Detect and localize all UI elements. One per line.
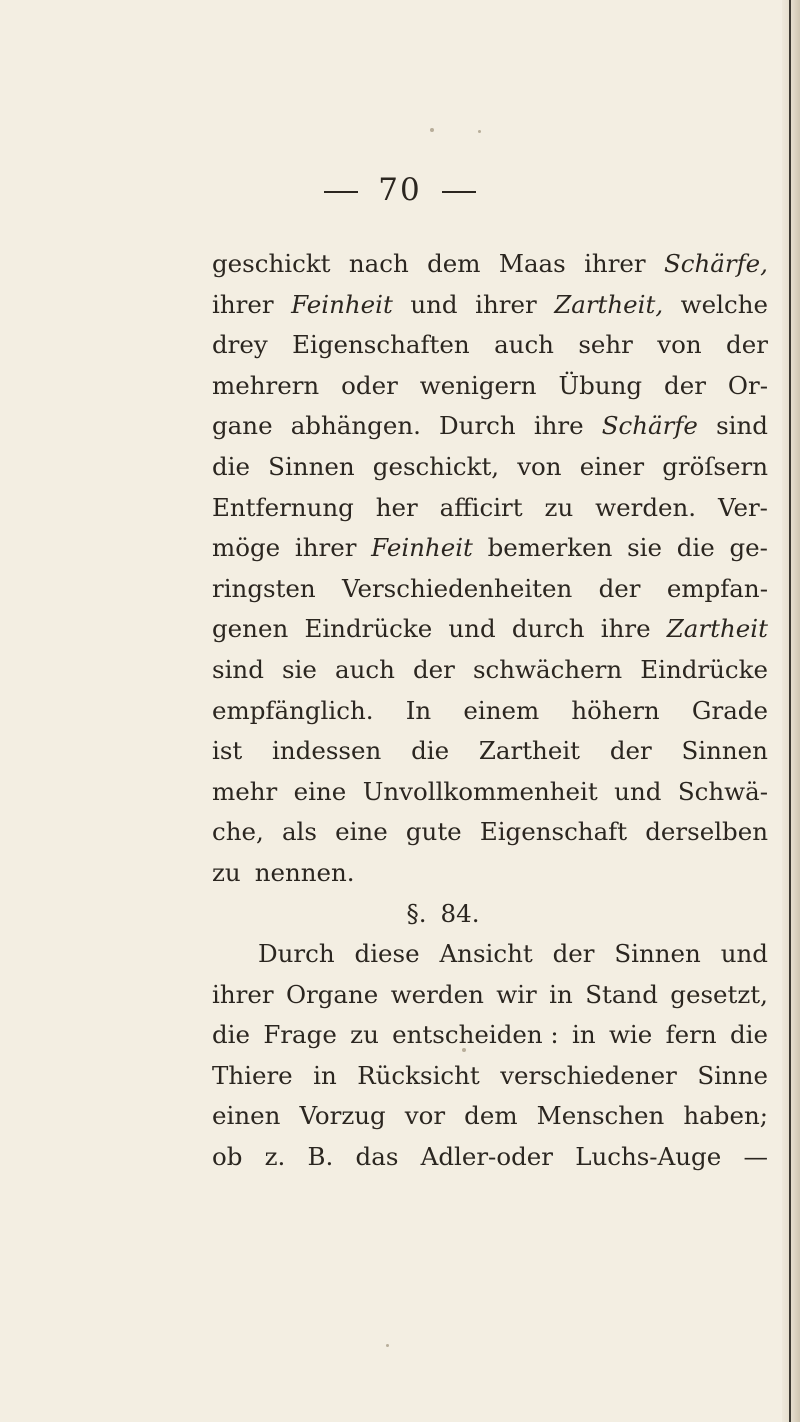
word: sehr — [578, 330, 633, 360]
word: z. — [264, 1142, 286, 1172]
text-line — [212, 244, 768, 285]
word: als — [281, 817, 317, 847]
word: Zartheit — [478, 736, 581, 766]
word: Eigenschaft — [479, 817, 628, 847]
word: empfan- — [666, 573, 768, 603]
word: die — [676, 533, 715, 563]
word: Vorzug — [299, 1101, 386, 1131]
word: durch — [511, 614, 585, 644]
word: schwächern — [472, 654, 623, 684]
word: Schärfe, — [663, 249, 768, 278]
word: Sinnen — [268, 451, 355, 481]
word: der — [664, 370, 706, 400]
word: afficirt — [439, 492, 523, 522]
word: von — [657, 330, 702, 360]
word: ist — [212, 736, 243, 766]
word: Rücksicht — [357, 1060, 480, 1090]
word: Sinnen — [681, 736, 768, 766]
text-line — [212, 406, 768, 447]
word: ringsten — [212, 573, 316, 603]
header-dash-right — [442, 191, 476, 193]
text-line — [212, 1015, 768, 1056]
word: geschickt, — [372, 451, 500, 481]
word: Zartheit, — [554, 289, 664, 319]
word: Luchs-Auge — [575, 1142, 722, 1172]
word: Verschiedenheiten — [342, 573, 573, 603]
header-dash-left — [324, 191, 358, 193]
word: auch — [334, 654, 395, 684]
word: Menschen — [536, 1101, 665, 1131]
word: werden — [390, 979, 484, 1009]
text-line — [212, 1096, 768, 1137]
word: und — [448, 614, 496, 644]
word: Stand — [585, 979, 658, 1009]
word: Eindrücke — [304, 614, 433, 644]
word: die — [212, 1020, 251, 1050]
word: und — [410, 289, 458, 319]
word: Sinnen — [614, 939, 701, 969]
word: wenigern — [419, 370, 537, 400]
paper-speck — [386, 1344, 389, 1347]
word: Adler-oder — [420, 1142, 553, 1172]
word: dem — [427, 249, 481, 278]
word: drey — [212, 330, 268, 360]
word: Durch — [258, 939, 335, 969]
page-edge — [782, 0, 800, 1422]
text-line — [212, 975, 768, 1016]
word: der — [609, 736, 652, 766]
word: Ansicht — [439, 939, 533, 969]
word: sie — [627, 533, 662, 563]
text-line — [212, 691, 768, 732]
word: — — [743, 1142, 768, 1172]
binding-shadow — [789, 0, 791, 1422]
paper-speck — [430, 128, 434, 132]
text-line — [212, 934, 768, 975]
paper-speck — [478, 130, 481, 133]
word: gesetzt, — [670, 979, 768, 1009]
word: der — [552, 939, 595, 969]
text-line — [132, 894, 768, 935]
text-line — [212, 447, 768, 488]
word: von — [517, 451, 562, 481]
word: einen — [212, 1101, 281, 1131]
word: sie — [281, 654, 317, 684]
word: Schärfe — [601, 411, 698, 441]
word: gute — [405, 817, 462, 847]
word: Organe — [285, 979, 379, 1009]
word: ihrer — [475, 289, 537, 319]
text-line — [212, 1137, 768, 1178]
word: Zartheit — [666, 614, 768, 644]
word: Eigenschaften — [292, 330, 470, 360]
word: Übung — [558, 370, 643, 400]
word: genen — [212, 614, 289, 644]
word: werden. — [595, 492, 697, 522]
word: in — [313, 1060, 337, 1090]
word: wie — [608, 1020, 653, 1050]
word: wir — [496, 979, 537, 1009]
word: §. — [406, 898, 427, 928]
word: indessen — [272, 736, 382, 766]
word: abhängen. — [290, 411, 421, 441]
word: ihre — [533, 411, 584, 441]
word: eine — [293, 776, 347, 806]
word: die — [212, 451, 251, 481]
word: einem — [463, 695, 540, 725]
word: Eindrücke — [640, 654, 768, 684]
word: die — [411, 736, 450, 766]
word: Sinne — [697, 1060, 768, 1090]
word: Unvollkommenheit — [362, 776, 598, 806]
word: zu — [212, 857, 241, 887]
text-line — [212, 325, 768, 366]
word: Grade — [691, 695, 768, 725]
word: nennen. — [254, 857, 355, 887]
word: Frage — [263, 1020, 337, 1050]
text-line — [212, 772, 768, 813]
word: zu — [350, 1020, 379, 1050]
word: entscheiden : — [392, 1020, 559, 1050]
word: che, — [212, 817, 264, 847]
page-number: 70 — [378, 172, 422, 208]
word: in — [549, 979, 573, 1009]
word: eine — [335, 817, 388, 847]
word: der — [726, 330, 768, 360]
word: ge- — [729, 533, 768, 563]
word: dem — [464, 1101, 518, 1131]
word: oder — [341, 370, 398, 400]
word: der — [412, 654, 455, 684]
word: fern — [665, 1020, 717, 1050]
text-line — [212, 488, 768, 529]
word: vor — [404, 1101, 446, 1131]
word: Schwä- — [677, 776, 768, 806]
word: und — [720, 939, 768, 969]
word: Feinheit — [291, 289, 393, 319]
text-line — [212, 366, 768, 407]
word: verschiedener — [500, 1060, 677, 1090]
word: Feinheit — [371, 533, 473, 563]
text-line — [212, 285, 768, 326]
word: bemerken — [487, 533, 613, 563]
word: zu — [544, 492, 574, 522]
word: ob — [212, 1142, 243, 1172]
word: Entfernung — [212, 492, 354, 522]
word: welche — [680, 289, 768, 319]
word: Or- — [727, 370, 768, 400]
word: der — [598, 573, 641, 603]
word: mehrern — [212, 370, 320, 400]
word: gane — [212, 411, 273, 441]
body-text — [212, 244, 768, 1178]
text-line — [212, 609, 768, 650]
text-line — [212, 528, 768, 569]
word: 84. — [440, 898, 480, 928]
word: Thiere — [212, 1060, 293, 1090]
word: geschickt — [212, 249, 331, 278]
word: empfänglich. — [212, 695, 374, 725]
word: nach — [348, 249, 409, 278]
text-line — [212, 650, 768, 691]
word: Maas — [498, 249, 566, 278]
word: möge — [212, 533, 281, 563]
word: sind — [716, 411, 768, 441]
word: ihre — [600, 614, 651, 644]
word: derselben — [645, 817, 768, 847]
word: die — [729, 1020, 768, 1050]
word: und — [614, 776, 662, 806]
page-header — [0, 172, 800, 208]
word: in — [572, 1020, 596, 1050]
word: ihrer — [294, 533, 357, 563]
text-line — [212, 812, 768, 853]
word: ihrer — [212, 289, 274, 319]
word: Ver- — [718, 492, 768, 522]
word: mehr — [212, 776, 278, 806]
word: das — [355, 1142, 399, 1172]
text-line — [212, 731, 768, 772]
word: ihrer — [584, 249, 646, 278]
text-line — [212, 569, 768, 610]
word: gröſsern — [662, 451, 768, 481]
word: sind — [212, 654, 264, 684]
word: her — [375, 492, 418, 522]
word: B. — [307, 1142, 334, 1172]
text-line — [212, 1056, 768, 1097]
word: Durch — [439, 411, 516, 441]
word: haben; — [683, 1101, 768, 1131]
word: ihrer — [212, 979, 274, 1009]
word: höhern — [571, 695, 660, 725]
word: auch — [494, 330, 554, 360]
text-line — [212, 853, 768, 894]
word: einer — [579, 451, 645, 481]
word: diese — [354, 939, 420, 969]
word: In — [405, 695, 432, 725]
